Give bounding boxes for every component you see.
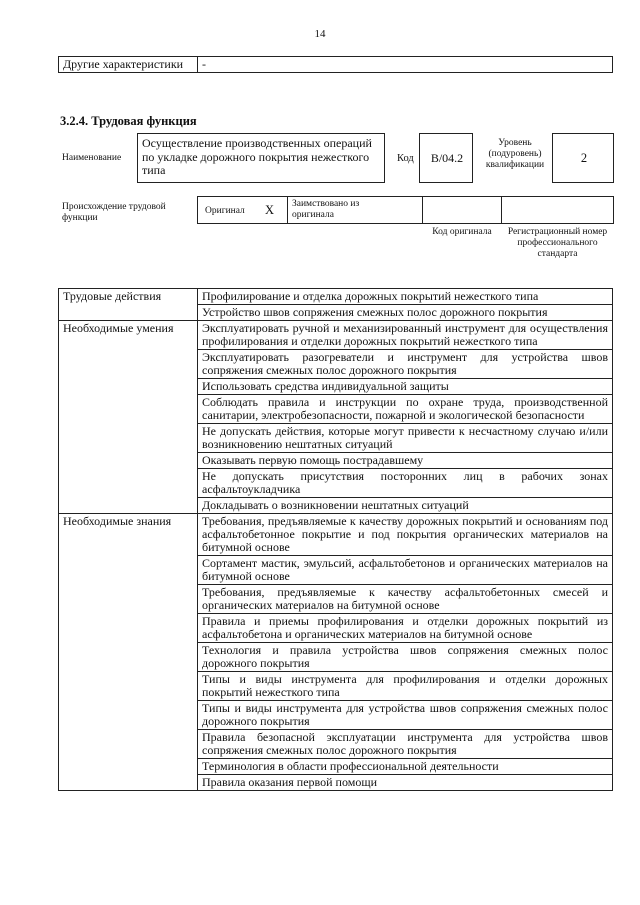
row-item: Использовать средства индивидуальной защиты bbox=[198, 379, 613, 395]
row-item: Типы и виды инструмента для профилирования и отделки дорожных покрытий нежесткого типа bbox=[198, 672, 613, 701]
table-row bbox=[59, 514, 613, 556]
row-item: Эксплуатировать ручной и механизированный инструмент для осуществления профилирования и отделки дорожных покрытий нежесткого типа bbox=[198, 321, 613, 350]
original-mark: X bbox=[265, 203, 275, 217]
level-value: 2 bbox=[580, 151, 588, 165]
row-item: Сортамент мастик, эмульсий, асфальтобетонов и органических материалов на битумной основе bbox=[198, 556, 613, 585]
function-name: Осуществление производственных операций по укладке дорожного покрытия нежесткого типа bbox=[142, 136, 372, 177]
page-number: 14 bbox=[314, 28, 326, 40]
other-characteristics-value: - bbox=[198, 57, 613, 73]
reg-number-box bbox=[501, 196, 614, 224]
row-category: Необходимые знания bbox=[59, 514, 198, 791]
row-item: Докладывать о возникновении нештатных ситуаций bbox=[198, 498, 613, 514]
row-item: Типы и виды инструмента для устройства швов сопряжения смежных полос дорожного покрытия bbox=[198, 701, 613, 730]
borrowed-box bbox=[287, 196, 423, 224]
row-item: Устройство швов сопряжения смежных полос дорожного покрытия bbox=[198, 305, 613, 321]
original-code-box bbox=[422, 196, 502, 224]
row-item: Правила оказания первой помощи bbox=[198, 775, 613, 791]
name-label: Наименование bbox=[62, 153, 122, 163]
code-value: B/04.2 bbox=[430, 151, 464, 165]
reg-number-caption: Регистрационный номер профессионального стандарта bbox=[507, 227, 608, 259]
row-item: Правила и приемы профилирования и отделки дорожных покрытий из асфальтобетона и органических материалов на битумной основе bbox=[198, 614, 613, 643]
row-item: Соблюдать правила и инструкции по охране труда, производственной санитарии, электробезопасности, пожарной и экологической безопасности bbox=[198, 395, 613, 424]
row-item: Терминология в области профессиональной деятельности bbox=[198, 759, 613, 775]
competencies-table bbox=[58, 288, 613, 791]
row-item: Требования, предъявляемые к качеству дорожных покрытий и основаниям под асфальтобетонное покрытие и под покрытия органических материалов на битумной основе bbox=[198, 514, 613, 556]
borrowed-label: Заимствовано из оригинала bbox=[292, 199, 360, 220]
name-box bbox=[137, 133, 385, 183]
other-characteristics-table bbox=[58, 56, 613, 73]
origin-label: Происхождение трудовой функции bbox=[62, 202, 166, 223]
table-row bbox=[59, 289, 613, 305]
row-item: Технология и правила устройства швов сопряжения смежных полос дорожного покрытия bbox=[198, 643, 613, 672]
original-code-caption: Код оригинала bbox=[432, 227, 492, 237]
row-item: Требования, предъявляемые к качеству асфальтобетонных смесей и органических материалов на битумной основе bbox=[198, 585, 613, 614]
code-label: Код bbox=[397, 153, 414, 164]
row-item: Профилирование и отделка дорожных покрытий нежесткого типа bbox=[198, 289, 613, 305]
row-category: Необходимые умения bbox=[59, 321, 198, 514]
level-box bbox=[552, 133, 614, 183]
level-label: Уровень (подуровень) квалификации bbox=[485, 138, 545, 170]
row-item: Не допускать действия, которые могут привести к несчастному случаю и/или возникновению нештатных ситуаций bbox=[198, 424, 613, 453]
row-item: Правила безопасной эксплуатации инструмента для устройства швов сопряжения смежных полос дорожного покрытия bbox=[198, 730, 613, 759]
code-box bbox=[419, 133, 473, 183]
original-label: Оригинал bbox=[205, 206, 245, 216]
row-item: Эксплуатировать разогреватели и инструмент для устройства швов сопряжения смежных полос дорожного покрытия bbox=[198, 350, 613, 379]
table-row bbox=[59, 321, 613, 350]
row-item: Не допускать присутствия посторонних лиц в рабочих зонах асфальтоукладчика bbox=[198, 469, 613, 498]
row-category: Трудовые действия bbox=[59, 289, 198, 321]
row-item: Оказывать первую помощь пострадавшему bbox=[198, 453, 613, 469]
original-box bbox=[197, 196, 288, 224]
section-title: 3.2.4. Трудовая функция bbox=[60, 114, 197, 128]
other-characteristics-label: Другие характеристики bbox=[59, 57, 198, 73]
